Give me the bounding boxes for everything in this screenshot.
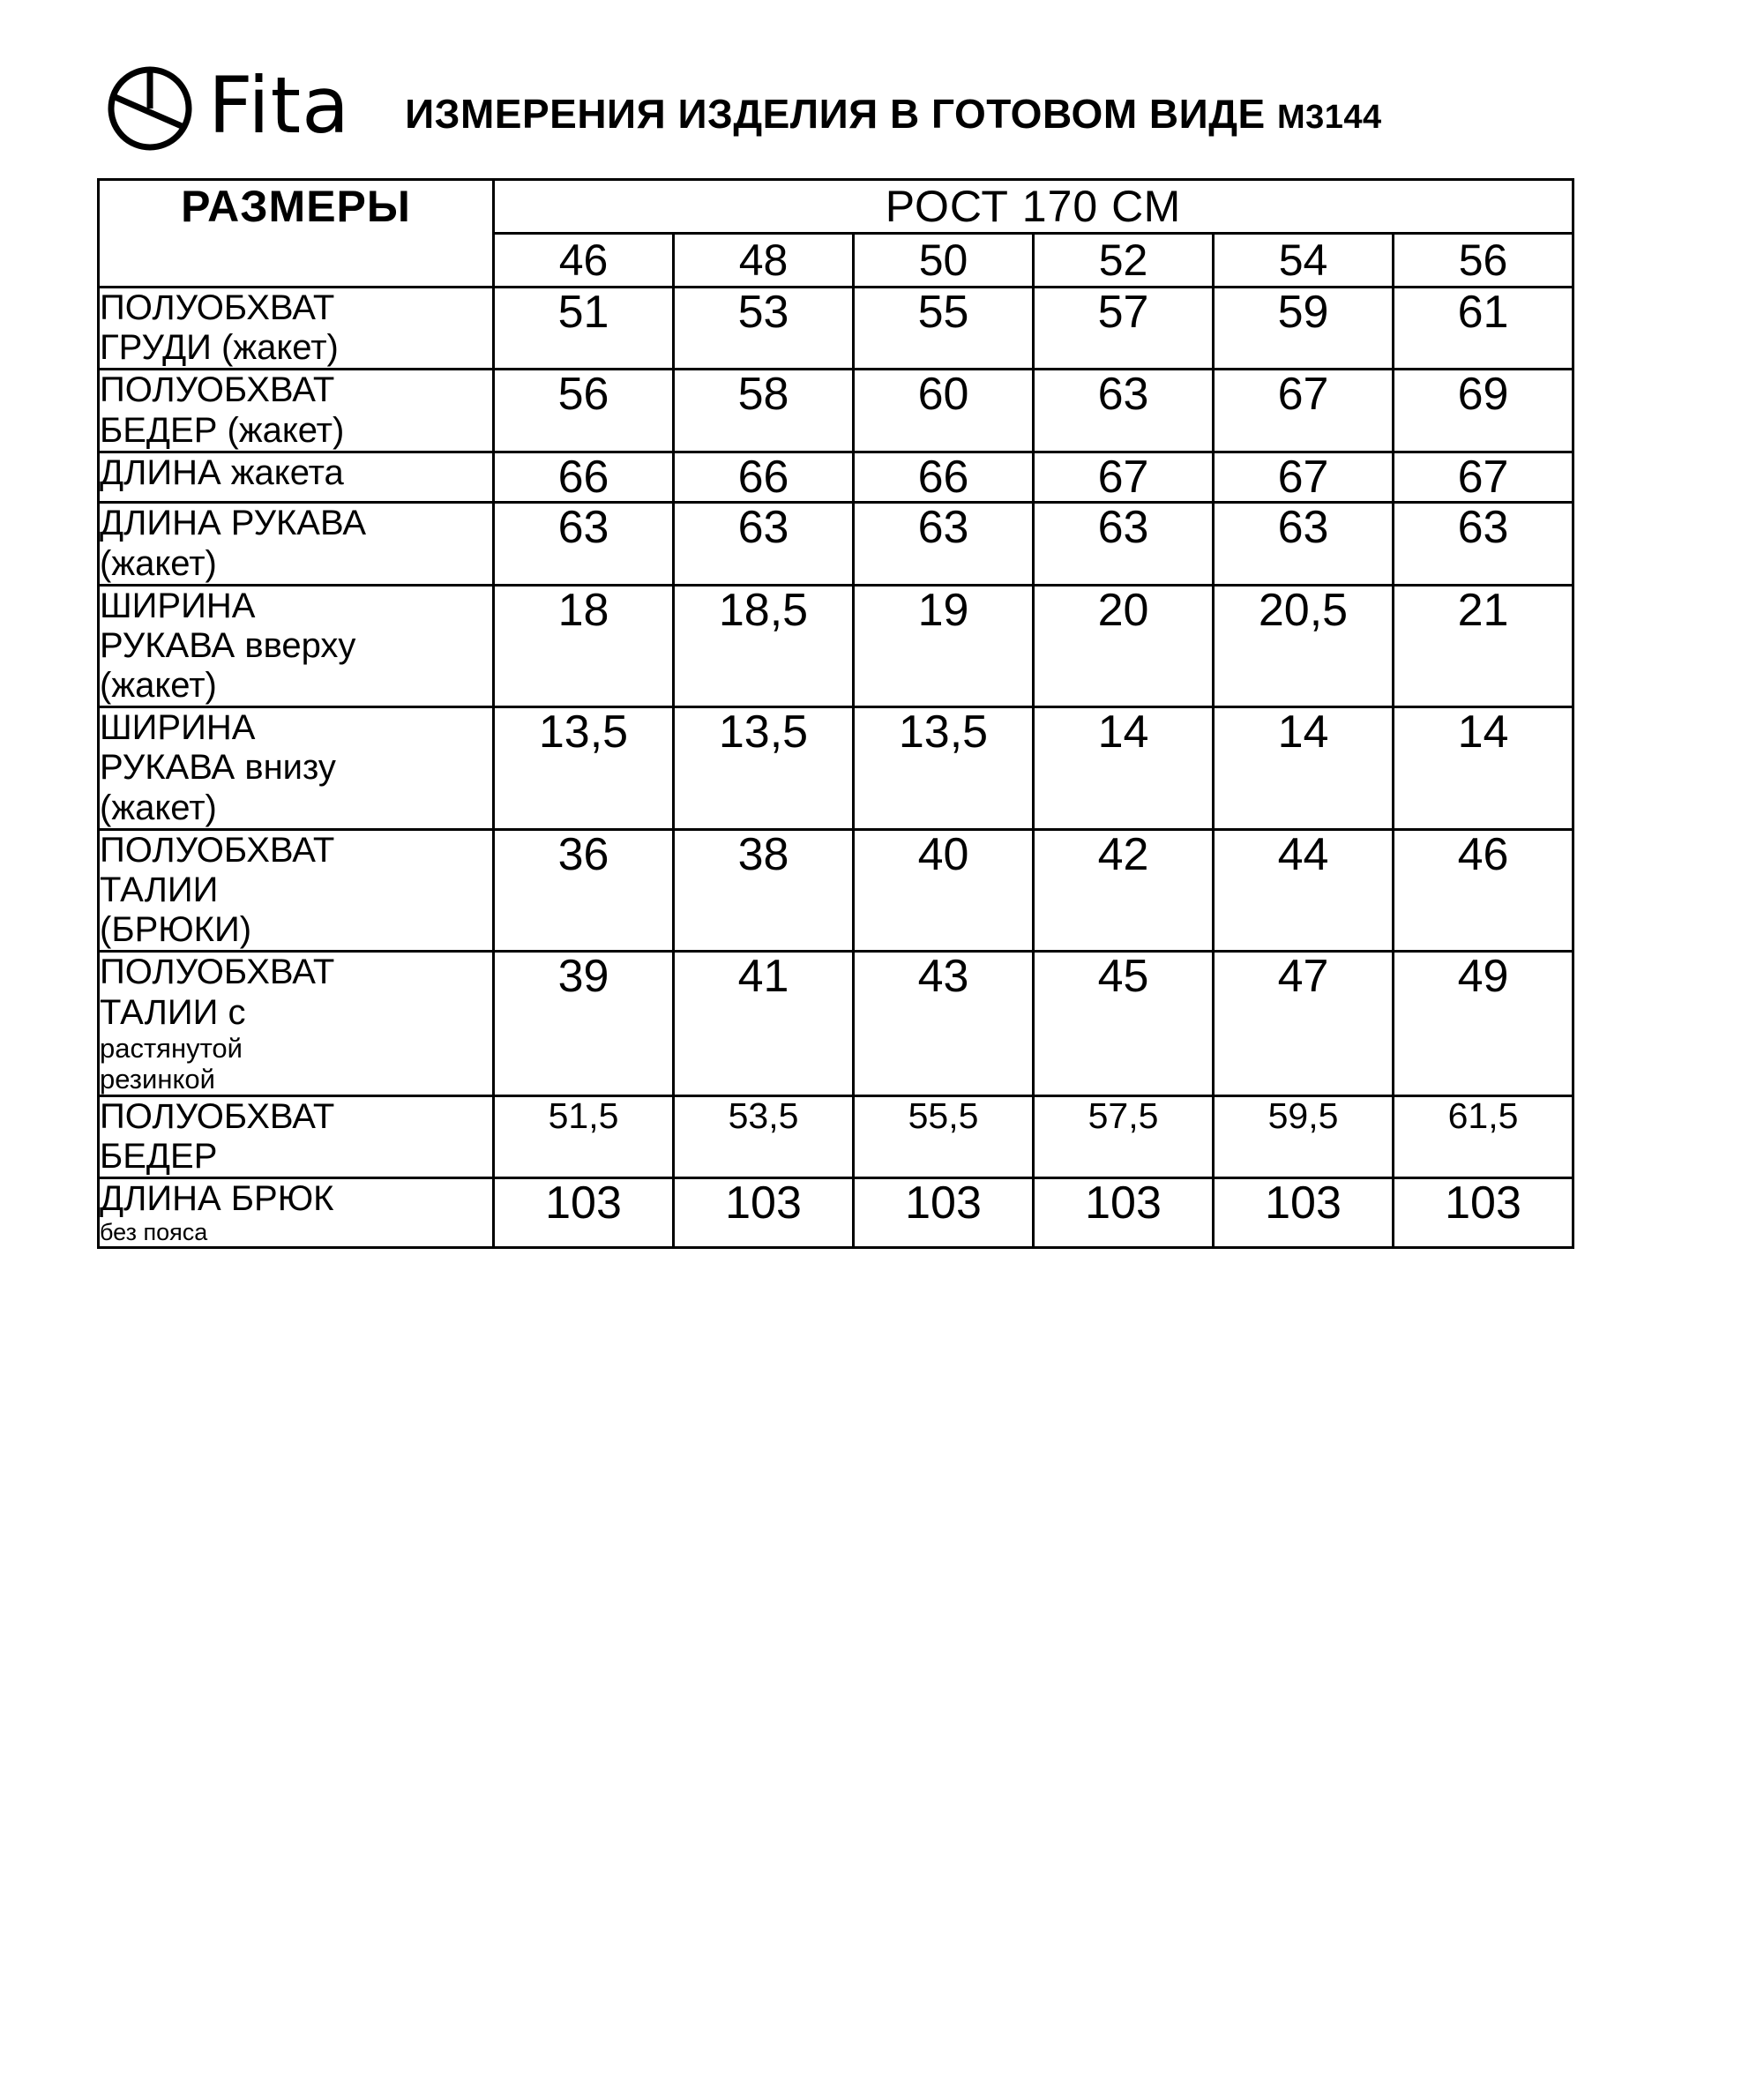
row-label [99, 288, 494, 370]
cell-value: 103 [1394, 1178, 1573, 1248]
column-header-height-group: РОСТ 170 СМ [494, 180, 1573, 234]
table-row [99, 370, 1573, 452]
cell-value: 60 [854, 370, 1034, 452]
cell-value: 66 [674, 452, 854, 503]
cell-value: 63 [854, 503, 1034, 585]
cell-value: 67 [1034, 452, 1214, 503]
cell-value: 19 [854, 585, 1034, 707]
table-row [99, 1095, 1573, 1177]
cell-value: 45 [1034, 952, 1214, 1095]
brand-logo [97, 57, 350, 154]
cell-value: 57 [1034, 288, 1214, 370]
cell-value: 67 [1214, 452, 1394, 503]
row-label-line: ДЛИНА жакета [100, 452, 344, 492]
row-label [99, 952, 494, 1095]
row-label-line: БЕДЕР [100, 1137, 218, 1176]
row-label-line: РУКАВА вверху [100, 625, 356, 665]
brand-name: Fita [208, 60, 351, 151]
table-row [99, 503, 1573, 585]
row-label-line: (жакет) [100, 788, 217, 827]
row-label-line: (БРЮКИ) [100, 910, 252, 950]
size-header-48: 48 [674, 234, 854, 288]
size-header-54: 54 [1214, 234, 1394, 288]
row-label [99, 1095, 494, 1177]
cell-value: 103 [1214, 1178, 1394, 1248]
row-label-line: БЕДЕР (жакет) [100, 410, 345, 450]
cell-value: 43 [854, 952, 1034, 1095]
cell-value: 56 [494, 370, 674, 452]
cell-value: 20 [1034, 585, 1214, 707]
cell-value: 66 [494, 452, 674, 503]
row-label-line: ПОЛУОБХВАТ [100, 1096, 335, 1136]
cell-value: 69 [1394, 370, 1573, 452]
row-label [99, 829, 494, 952]
cell-value: 20,5 [1214, 585, 1394, 707]
cell-value: 47 [1214, 952, 1394, 1095]
row-label [99, 1178, 494, 1248]
measurements-table [97, 178, 1574, 1249]
cell-value: 13,5 [494, 707, 674, 830]
cell-value: 49 [1394, 952, 1573, 1095]
cell-value: 14 [1394, 707, 1573, 830]
page-title-text: ИЗМЕРЕНИЯ ИЗДЕЛИЯ В ГОТОВОМ ВИДЕ [405, 91, 1266, 137]
cell-value: 67 [1214, 370, 1394, 452]
cell-value: 21 [1394, 585, 1573, 707]
size-header-52: 52 [1034, 234, 1214, 288]
row-label-line: резинкой [100, 1063, 215, 1095]
measurements-table-wrap [0, 115, 1764, 1249]
table-row [99, 1178, 1573, 1248]
document-header [0, 0, 1764, 151]
row-label [99, 707, 494, 830]
row-label-line: ПОЛУОБХВАТ [100, 288, 335, 327]
size-header-46: 46 [494, 234, 674, 288]
cell-value: 44 [1214, 829, 1394, 952]
row-label [99, 370, 494, 452]
cell-value: 58 [674, 370, 854, 452]
row-label-line: ДЛИНА РУКАВА [100, 504, 366, 543]
column-header-sizes: РАЗМЕРЫ [99, 180, 494, 288]
cell-value: 57,5 [1034, 1095, 1214, 1177]
row-label-line: ПОЛУОБХВАТ [100, 953, 335, 992]
cell-value: 51 [494, 288, 674, 370]
cell-value: 53,5 [674, 1095, 854, 1177]
cell-value: 59 [1214, 288, 1394, 370]
table-head [99, 180, 1573, 288]
row-label-line: ШИРИНА [100, 708, 256, 748]
row-label-line: РУКАВА внизу [100, 748, 336, 788]
cell-value: 39 [494, 952, 674, 1095]
cell-value: 63 [1394, 503, 1573, 585]
cell-value: 103 [494, 1178, 674, 1248]
cell-value: 55 [854, 288, 1034, 370]
table-body [99, 288, 1573, 1248]
article-code: М3144 [1276, 99, 1382, 136]
cell-value: 61 [1394, 288, 1573, 370]
fita-circle-logo-icon [97, 57, 203, 154]
table-row [99, 952, 1573, 1095]
row-label-line: (жакет) [100, 666, 217, 706]
cell-value: 59,5 [1214, 1095, 1394, 1177]
table-header-row-group [99, 180, 1573, 234]
size-header-56: 56 [1394, 234, 1573, 288]
cell-value: 53 [674, 288, 854, 370]
row-label-line: ДЛИНА БРЮК [100, 1179, 334, 1219]
cell-value: 63 [674, 503, 854, 585]
table-row [99, 585, 1573, 707]
row-label [99, 585, 494, 707]
row-label-line: ПОЛУОБХВАТ [100, 830, 335, 870]
table-row [99, 288, 1573, 370]
row-label-line: ТАЛИИ с [100, 992, 246, 1032]
row-label-line: ШИРИНА [100, 586, 256, 625]
cell-value: 18 [494, 585, 674, 707]
cell-value: 14 [1214, 707, 1394, 830]
cell-value: 63 [494, 503, 674, 585]
table-row [99, 707, 1573, 830]
row-label-line: (жакет) [100, 543, 217, 583]
cell-value: 40 [854, 829, 1034, 952]
cell-value: 103 [854, 1178, 1034, 1248]
cell-value: 14 [1034, 707, 1214, 830]
cell-value: 41 [674, 952, 854, 1095]
cell-value: 38 [674, 829, 854, 952]
cell-value: 51,5 [494, 1095, 674, 1177]
page-title [405, 74, 1382, 138]
cell-value: 55,5 [854, 1095, 1034, 1177]
cell-value: 103 [674, 1178, 854, 1248]
cell-value: 13,5 [674, 707, 854, 830]
cell-value: 63 [1034, 503, 1214, 585]
table-row [99, 829, 1573, 952]
cell-value: 66 [854, 452, 1034, 503]
row-label-line: ПОЛУОБХВАТ [100, 370, 335, 410]
row-label-line: без пояса [100, 1219, 208, 1246]
row-label [99, 452, 494, 503]
size-header-50: 50 [854, 234, 1034, 288]
cell-value: 103 [1034, 1178, 1214, 1248]
row-label-line: растянутой [100, 1032, 243, 1064]
row-label [99, 503, 494, 585]
cell-value: 42 [1034, 829, 1214, 952]
cell-value: 18,5 [674, 585, 854, 707]
cell-value: 36 [494, 829, 674, 952]
cell-value: 63 [1034, 370, 1214, 452]
table-row [99, 452, 1573, 503]
cell-value: 61,5 [1394, 1095, 1573, 1177]
row-label-line: ТАЛИИ [100, 871, 219, 910]
cell-value: 67 [1394, 452, 1573, 503]
row-label-line: ГРУДИ (жакет) [100, 328, 339, 368]
cell-value: 63 [1214, 503, 1394, 585]
cell-value: 46 [1394, 829, 1573, 952]
cell-value: 13,5 [854, 707, 1034, 830]
